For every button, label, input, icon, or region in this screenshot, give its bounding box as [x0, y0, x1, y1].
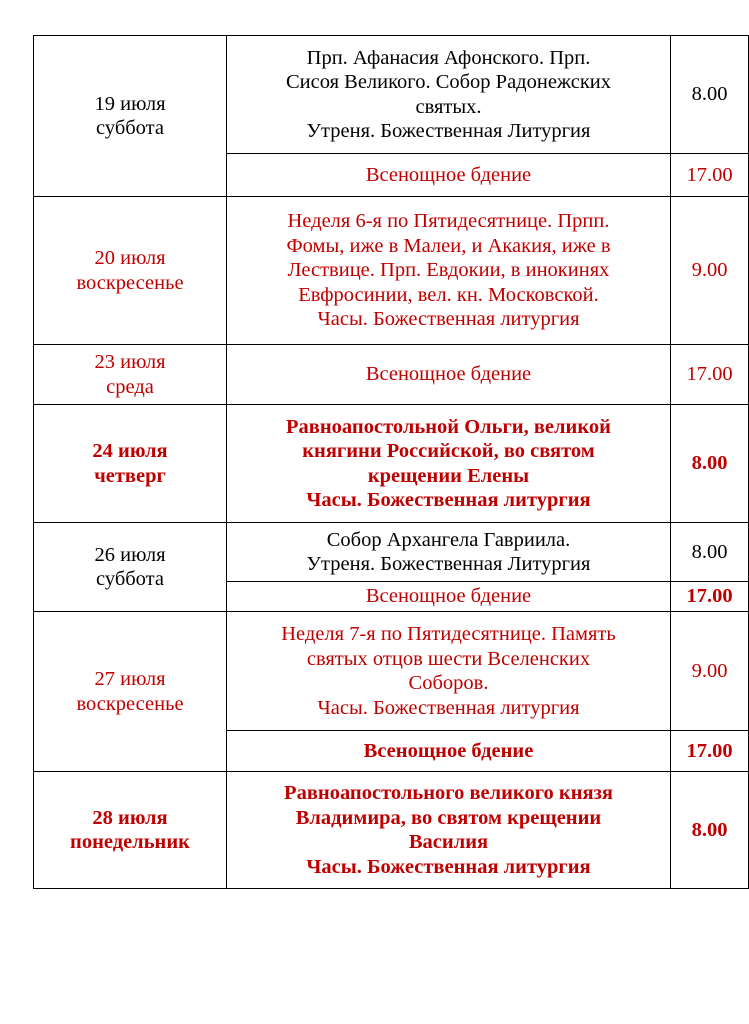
- service-time: 17.00: [671, 154, 749, 197]
- service-description: [227, 197, 671, 345]
- service-line: Часы. Божественная литургия: [317, 308, 580, 331]
- service-line: Прп. Афанасия Афонского. Прп.: [306, 46, 591, 69]
- service-line: Часы. Божественная литургия: [317, 696, 580, 719]
- service-line: Василия: [408, 831, 489, 853]
- service-description: [227, 612, 671, 731]
- date-cell: [34, 197, 227, 345]
- date-weekday: среда: [106, 375, 154, 398]
- table-row: [34, 197, 749, 345]
- date-weekday: воскресенье: [76, 692, 184, 715]
- service-line: Сисоя Великого. Собор Радонежских: [286, 71, 611, 93]
- date-weekday: воскресенье: [76, 271, 184, 294]
- service-line: Собор Архангела Гавриила.: [326, 528, 571, 551]
- service-description: [227, 582, 671, 612]
- service-description: [227, 731, 671, 772]
- service-line: Всенощное бдение: [365, 585, 532, 608]
- service-time: 9.00: [671, 197, 749, 345]
- date-weekday: понедельник: [70, 831, 190, 853]
- service-description: [227, 523, 671, 582]
- table-row: [34, 405, 749, 523]
- service-time: 17.00: [671, 582, 749, 612]
- service-time: 17.00: [671, 731, 749, 772]
- service-line: Всенощное бдение: [365, 163, 532, 186]
- service-description: [227, 345, 671, 405]
- date-cell: [34, 405, 227, 523]
- date-weekday: суббота: [96, 117, 164, 139]
- date-day: 26 июля: [94, 543, 166, 566]
- service-line: Равноапостольного великого князя: [284, 782, 613, 804]
- service-time: 8.00: [671, 405, 749, 523]
- service-description: [227, 405, 671, 523]
- table-row: [34, 612, 749, 731]
- date-day: 19 июля: [94, 92, 166, 115]
- service-line: Утреня. Божественная Литургия: [306, 553, 591, 575]
- date-cell: [34, 772, 227, 889]
- service-line: Лествице. Прп. Евдокии, в инокинях: [287, 259, 610, 282]
- service-line: крещении Елены: [367, 464, 530, 487]
- date-day: 24 июля: [92, 440, 168, 462]
- date-day: 23 июля: [94, 351, 166, 373]
- service-line: Владимира, во святом крещении: [295, 806, 602, 829]
- table-row: [34, 772, 749, 889]
- schedule-table: [33, 35, 749, 889]
- service-line: Неделя 7-я по Пятидесятнице. Память: [281, 623, 616, 645]
- date-cell: [34, 612, 227, 772]
- service-time: 17.00: [671, 345, 749, 405]
- date-cell: [34, 345, 227, 405]
- service-description: [227, 36, 671, 154]
- service-line: Утреня. Божественная Литургия: [306, 120, 591, 142]
- service-description: [227, 772, 671, 889]
- service-time: 8.00: [671, 523, 749, 582]
- service-line: Часы. Божественная литургия: [306, 489, 591, 511]
- service-line: Равноапостольной Ольги, великой: [286, 415, 611, 438]
- date-weekday: суббота: [96, 568, 164, 590]
- service-line: Соборов.: [408, 672, 489, 694]
- service-time: 9.00: [671, 612, 749, 731]
- service-line: Неделя 6-я по Пятидесятнице. Прпп.: [287, 210, 610, 233]
- date-day: 28 июля: [92, 806, 168, 829]
- service-line: святых отцов шести Вселенских: [306, 647, 591, 670]
- service-description: [227, 154, 671, 197]
- date-day: 27 июля: [94, 668, 166, 690]
- service-line: святых.: [415, 95, 482, 118]
- date-cell: [34, 523, 227, 612]
- service-time: 8.00: [671, 772, 749, 889]
- date-cell: [34, 36, 227, 197]
- table-row: [34, 345, 749, 405]
- service-line: княгини Российской, во святом: [302, 440, 595, 462]
- service-line: Часы. Божественная литургия: [306, 855, 591, 878]
- table-row: [34, 523, 749, 582]
- service-line: Всенощное бдение: [365, 363, 532, 386]
- service-line: Всенощное бдение: [363, 739, 534, 762]
- table-row: [34, 36, 749, 154]
- date-weekday: четверг: [94, 464, 166, 487]
- date-day: 20 июля: [94, 247, 166, 269]
- service-time: 8.00: [671, 36, 749, 154]
- service-line: Фомы, иже в Малеи, и Акакия, иже в: [286, 234, 611, 257]
- service-line: Евфросинии, вел. кн. Московской.: [298, 283, 599, 306]
